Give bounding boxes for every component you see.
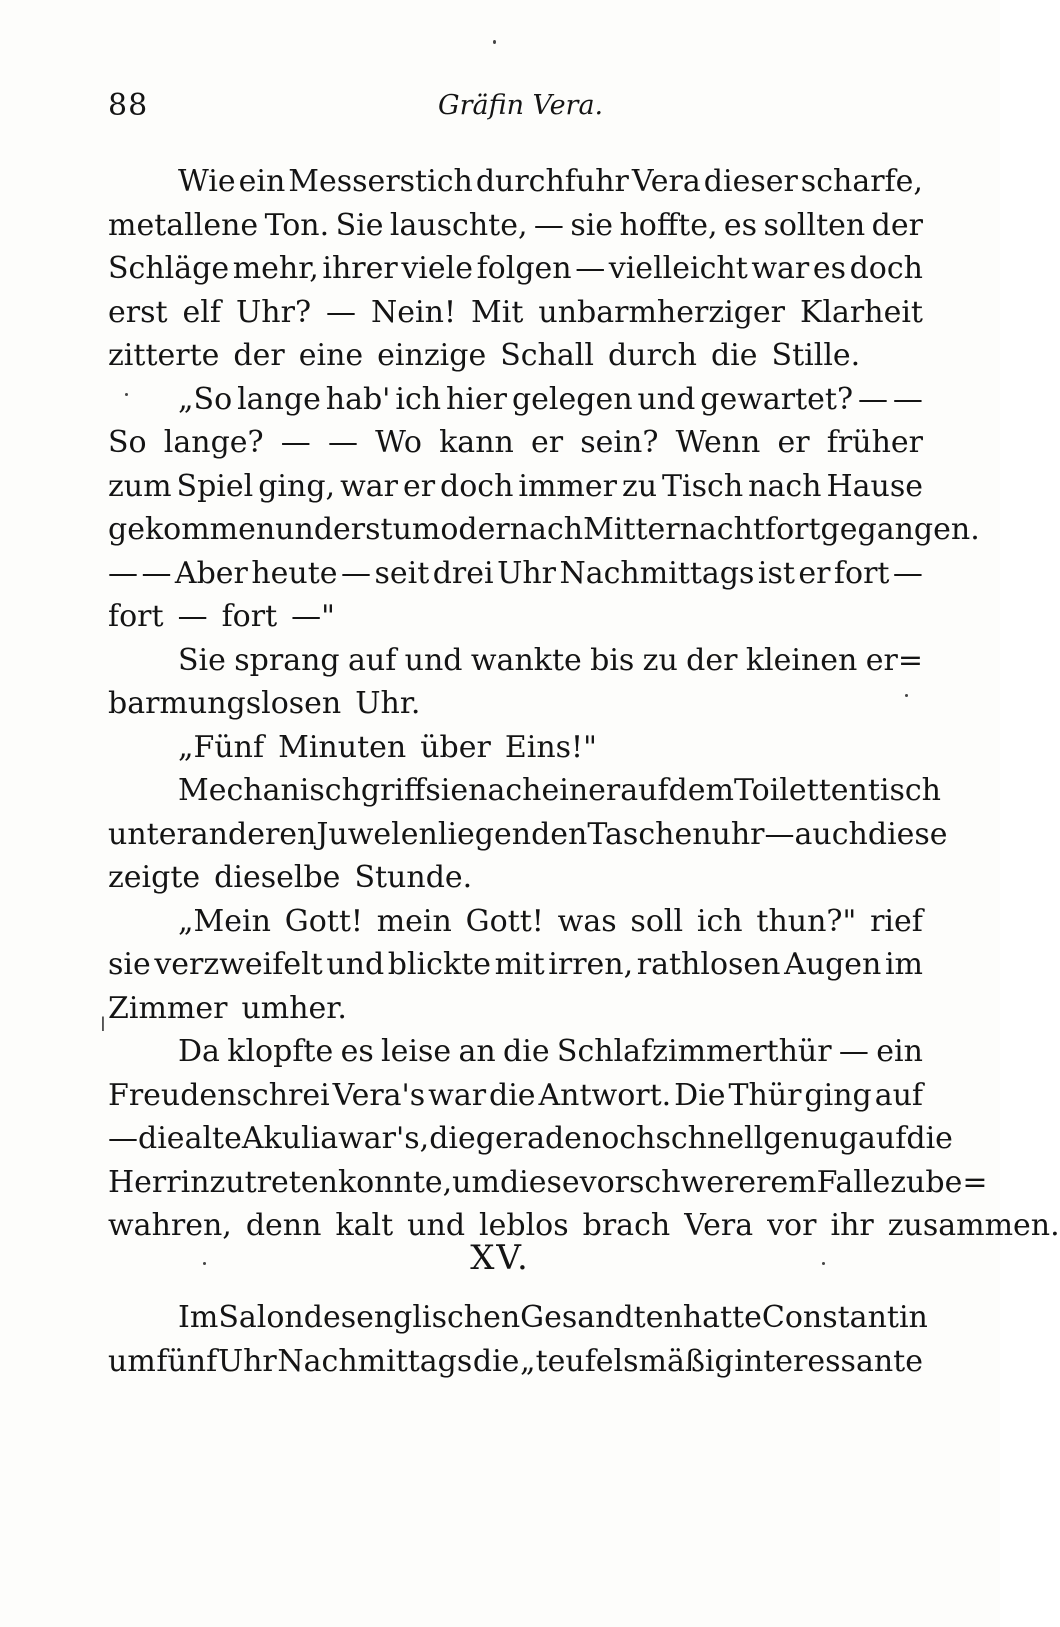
word: ihr [830, 1208, 874, 1243]
word: liegenden [437, 816, 588, 852]
main-text-block [108, 160, 1060, 1248]
word: wahren, [108, 1208, 232, 1243]
word: der [686, 642, 738, 678]
word: gewartet? [700, 381, 854, 417]
text-line [108, 726, 923, 770]
word: ich [395, 381, 442, 417]
word: war [751, 251, 810, 286]
word: die [472, 1343, 520, 1379]
word: kalt [335, 1208, 394, 1243]
word: Wenn [675, 425, 761, 460]
text-line [108, 682, 923, 726]
page-number: 88 [108, 88, 149, 123]
word: griff [360, 773, 426, 808]
word: einzige [377, 338, 487, 373]
word: Uhr [217, 1343, 277, 1379]
word: scharfe, [800, 164, 923, 199]
word: metallene [108, 207, 259, 243]
word: lange? [163, 425, 264, 460]
word: Stunde. [354, 860, 473, 895]
word: Uhr [497, 555, 557, 591]
word: leise [381, 1034, 452, 1069]
word: sollten [763, 207, 866, 243]
word: Minuten [278, 729, 407, 765]
text-line [108, 552, 923, 596]
word: auf [620, 773, 669, 808]
word: lauschte, [389, 207, 528, 243]
text-line [108, 160, 923, 204]
word: im [884, 947, 923, 982]
word: Da [178, 1034, 220, 1069]
word: früher [826, 425, 923, 460]
word: Vera [631, 164, 701, 199]
word: Thür [728, 1077, 802, 1113]
word: irren, [548, 947, 634, 982]
word: rathlosen [636, 947, 781, 982]
word: Falle [816, 1164, 891, 1200]
word: ging, [258, 468, 336, 504]
paper-speck [203, 1262, 206, 1265]
word: ihrer [322, 251, 398, 286]
word: leblos [479, 1208, 569, 1243]
word: genug [763, 1121, 859, 1156]
word: einer [541, 773, 621, 808]
word: auch [794, 816, 868, 852]
text-line [108, 378, 923, 422]
paper-speck [125, 393, 128, 396]
word: fünf [156, 1343, 218, 1379]
word: Mit [471, 294, 524, 330]
word: Die [674, 1077, 726, 1113]
word: dem [668, 773, 734, 808]
word: kleinen [745, 642, 858, 678]
word: was [557, 903, 617, 939]
word: — [326, 294, 357, 330]
paper-speck [905, 694, 908, 697]
word: — [838, 1034, 869, 1069]
word: blickte [387, 947, 491, 982]
text-line [108, 1074, 923, 1118]
chapter-heading: XV. [470, 1238, 530, 1278]
word: vor [767, 1208, 817, 1243]
word: bis [590, 642, 635, 678]
word: Augen [784, 947, 882, 982]
text-line [108, 595, 923, 639]
word: Gesandten [520, 1300, 683, 1335]
word: nach [468, 773, 542, 808]
word: Salon [218, 1300, 304, 1335]
word: nach [748, 468, 822, 504]
word: rief [870, 903, 923, 939]
word: er [402, 468, 436, 504]
word: Mechanisch [178, 773, 361, 808]
word: unter [108, 816, 191, 852]
word: Im [178, 1300, 219, 1335]
word: Nachmittags [277, 1343, 473, 1379]
word: soll [630, 903, 684, 939]
word: — [764, 816, 795, 852]
word: sie [570, 207, 614, 243]
word: barmungslosen [108, 686, 342, 721]
word: Nachmittags [559, 555, 755, 591]
word: Toilettentisch [733, 773, 941, 808]
word: be= [925, 1164, 988, 1200]
word: Nein! [371, 294, 457, 330]
margin-mark: ǀ [100, 1012, 106, 1036]
word: Zimmer [108, 990, 228, 1026]
word: gelegen [511, 381, 633, 417]
word: englischen [356, 1300, 521, 1335]
word: ein [238, 164, 286, 199]
text-line [108, 1030, 923, 1074]
word: kann [439, 425, 514, 460]
word: heute [251, 555, 338, 591]
word: der [233, 338, 285, 373]
word: sprang [234, 642, 340, 678]
word: elf [182, 294, 221, 330]
text-line [108, 334, 923, 378]
word: alte [184, 1121, 242, 1156]
word: Uhr. [355, 686, 421, 721]
word: Vera [684, 1208, 754, 1243]
word: Schläge [108, 251, 230, 286]
word: des [303, 1300, 357, 1335]
word: Constantin [761, 1300, 928, 1335]
word: über [420, 729, 491, 765]
word: und [404, 642, 463, 678]
word: die [138, 1121, 185, 1156]
word: — [892, 381, 923, 417]
word: ging [804, 1077, 872, 1113]
word: die [503, 1034, 550, 1069]
word: durchfuhr [475, 164, 629, 199]
word: Klarheit [800, 294, 923, 330]
word: war [428, 1077, 487, 1113]
word: Freudenschrei [108, 1077, 330, 1113]
word: Akulia [241, 1121, 339, 1156]
word: fort [108, 599, 164, 634]
word: viele [401, 251, 473, 286]
word: unbarmherziger [538, 294, 786, 330]
word: mit [494, 947, 545, 982]
word: — [892, 555, 923, 591]
word: diese [867, 816, 948, 852]
word: „Mein [178, 903, 271, 939]
word: nach [509, 512, 584, 547]
word: wankte [470, 642, 582, 678]
word: der [871, 207, 923, 243]
word: Eins!" [504, 729, 597, 765]
word: vielleicht [608, 251, 748, 286]
text-line [108, 639, 923, 683]
text-line [108, 813, 948, 857]
word: und [407, 1208, 466, 1243]
word: um [452, 1164, 500, 1200]
word: zum [108, 468, 172, 504]
text-line [108, 421, 923, 465]
word: ist [757, 555, 795, 591]
word: die [429, 1121, 476, 1156]
word: hoffte, [619, 207, 718, 243]
word: die [906, 1121, 953, 1156]
word: Uhr? [236, 294, 312, 330]
word: er= [865, 642, 923, 678]
text-line [108, 508, 980, 552]
word: hatte [682, 1300, 762, 1335]
word: Stille. [771, 338, 861, 373]
word: und [326, 947, 385, 982]
word: es [812, 251, 846, 286]
word: thun?" [756, 903, 857, 939]
word: fort [221, 599, 278, 634]
word: schwererem [629, 1164, 817, 1200]
text-line [108, 769, 941, 813]
word: fort [833, 555, 890, 591]
word: um [392, 512, 441, 547]
word: dieselbe [214, 860, 341, 895]
word: — [327, 425, 358, 460]
word: schnell [655, 1121, 764, 1156]
word: gekommen [108, 512, 276, 547]
word: Spiel [176, 468, 254, 504]
text-line [108, 943, 923, 987]
word: Ton. [264, 207, 330, 243]
word: auf [858, 1121, 907, 1156]
word: eine [298, 338, 364, 373]
word: Messerstich [288, 164, 473, 199]
word: Juwelen [316, 816, 438, 852]
word: und [637, 381, 696, 417]
page-header [108, 88, 923, 138]
word: auf [874, 1077, 923, 1113]
word: hier [446, 381, 508, 417]
word: er [777, 425, 810, 460]
word: konnte, [337, 1164, 453, 1200]
word: —" [291, 599, 335, 634]
word: doch [440, 468, 514, 504]
word: Antwort. [538, 1077, 672, 1113]
word: klopfte [227, 1034, 334, 1069]
word: Hause [826, 468, 923, 504]
word: — [177, 599, 208, 634]
word: So [108, 425, 147, 460]
word: — [575, 251, 606, 286]
word: seit [374, 555, 430, 591]
word: dieser [703, 164, 798, 199]
word: vor [579, 1164, 630, 1200]
word: sie [425, 773, 469, 808]
word: sie [108, 947, 151, 982]
word: erst [333, 512, 393, 547]
word: folgen [476, 251, 572, 286]
word: Vera's [332, 1077, 426, 1113]
word: „teufelsmäßig [520, 1343, 734, 1379]
word: er [798, 555, 831, 591]
word: und [275, 512, 334, 547]
word: Wie [178, 164, 236, 199]
word: drei [432, 555, 494, 591]
word: umher. [241, 990, 347, 1026]
word: erst [108, 294, 168, 330]
word: interessante [734, 1343, 923, 1379]
word: durch [607, 338, 697, 373]
word: Gott! [284, 903, 363, 939]
word: es [340, 1034, 374, 1069]
word: Wo [375, 425, 422, 460]
word: Sie [178, 642, 226, 678]
word: mehr, [232, 251, 319, 286]
word: denn [245, 1208, 322, 1243]
word: zu [621, 468, 658, 504]
word: — [108, 1121, 138, 1156]
word: hab' [325, 381, 391, 417]
text-line [108, 1161, 988, 1205]
word: Sie [335, 207, 384, 243]
word: sein? [580, 425, 659, 460]
word: zusammen. [887, 1208, 1060, 1243]
word: noch [581, 1121, 656, 1156]
word: anderen [190, 816, 317, 852]
text-line [108, 291, 923, 335]
word: zu [642, 642, 678, 678]
word: Aber [174, 555, 248, 591]
word: um [108, 1343, 156, 1379]
word: doch [849, 251, 923, 286]
word: lange [237, 381, 321, 417]
word: brach [582, 1208, 671, 1243]
word: — [533, 207, 564, 243]
word: Mitternacht [583, 512, 765, 547]
chapter-text-block [108, 1296, 928, 1383]
word: er [531, 425, 564, 460]
word: mein [376, 903, 452, 939]
word: zeigte [108, 860, 201, 895]
word: zitterte [108, 338, 220, 373]
word: „Fünf [178, 729, 265, 765]
paper-speck [493, 40, 496, 44]
text-line [108, 1117, 953, 1161]
word: gerade [475, 1121, 582, 1156]
word: immer [518, 468, 617, 504]
word: — [857, 381, 888, 417]
text-line [108, 204, 923, 248]
word: Herrin [108, 1164, 210, 1200]
word: fortgegangen. [764, 512, 980, 547]
word: Schall [500, 338, 594, 373]
word: Tisch [662, 468, 744, 504]
text-line [108, 465, 923, 509]
word: die [710, 338, 758, 373]
paper-speck [822, 1262, 825, 1265]
word: ein [876, 1034, 923, 1069]
text-line [108, 856, 923, 900]
word: Taschenuhr [587, 816, 765, 852]
word: war's, [338, 1121, 430, 1156]
word: „So [178, 381, 233, 417]
word: — [108, 555, 138, 591]
word: oder [440, 512, 510, 547]
word: zu [890, 1164, 926, 1200]
text-line [108, 1296, 928, 1340]
word: zutreten [209, 1164, 338, 1200]
word: auf [347, 642, 397, 678]
word: — [141, 555, 172, 591]
text-line [108, 1340, 923, 1384]
word: Schlafzimmerthür [556, 1034, 832, 1069]
word: — [341, 555, 371, 591]
word: Gott! [465, 903, 544, 939]
word: diese [499, 1164, 580, 1200]
text-line [108, 987, 923, 1031]
text-line [108, 900, 923, 944]
word: es [723, 207, 758, 243]
word: verzweifelt [154, 947, 323, 982]
word: die [488, 1077, 536, 1113]
word: an [458, 1034, 496, 1069]
running-title: Gräfin Vera. [438, 90, 604, 121]
word: — [280, 425, 311, 460]
text-line [108, 247, 923, 291]
word: war [340, 468, 398, 504]
word: ich [696, 903, 743, 939]
